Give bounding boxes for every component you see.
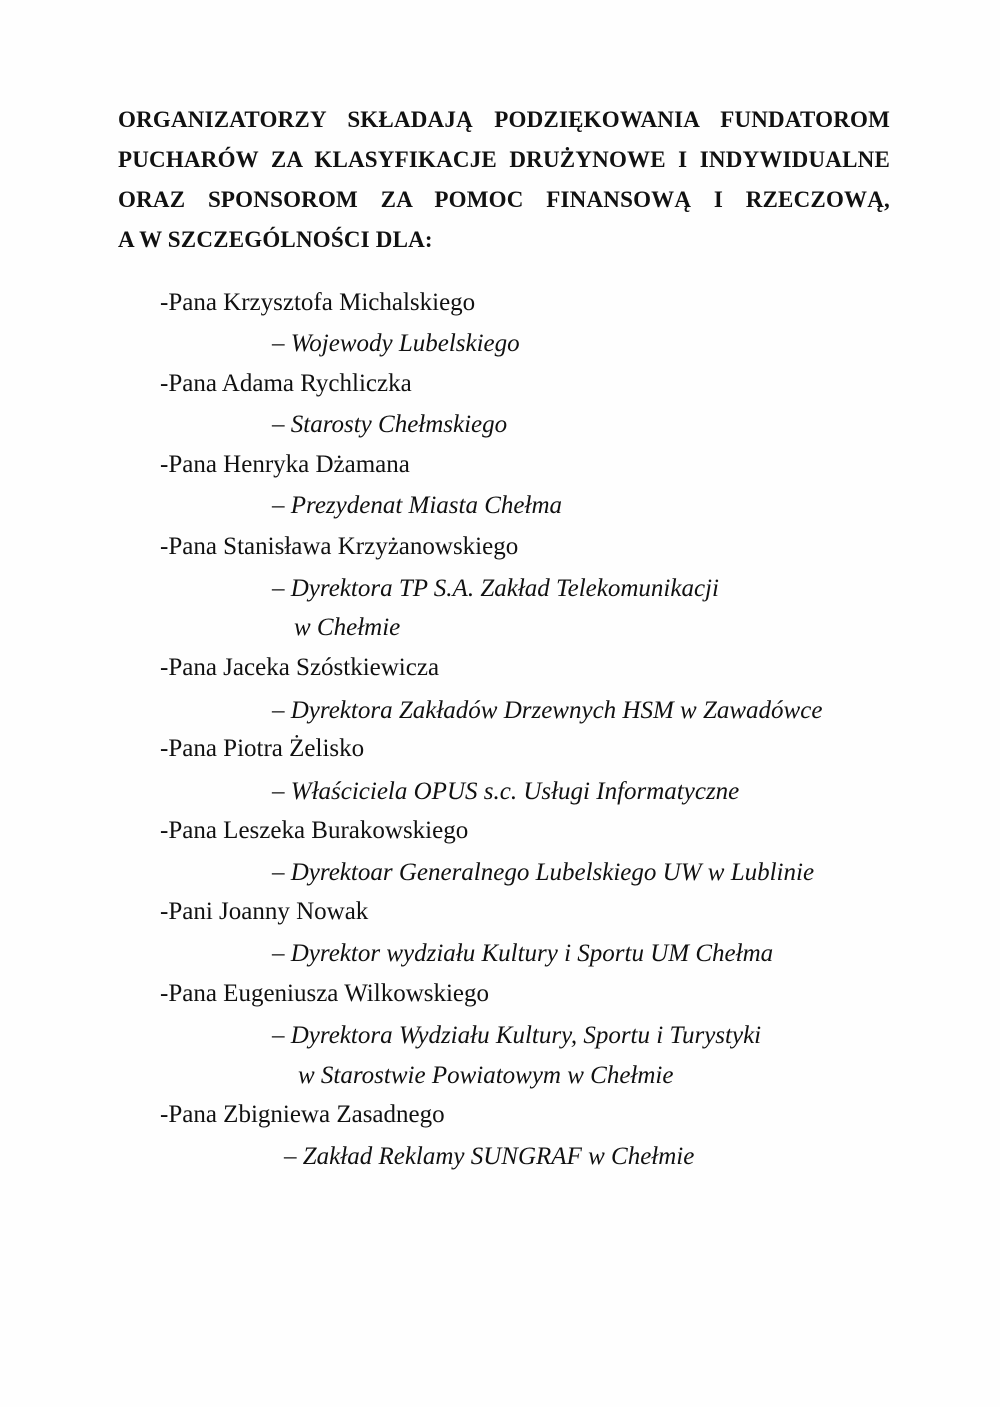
sponsor-name: -Pana Krzysztofa Michalskiego (160, 289, 476, 316)
acknowledgement-heading (118, 100, 890, 260)
sponsor-role: – Starosty Chełmskiego (272, 411, 508, 438)
sponsor-name: -Pana Henryka Dżamana (160, 451, 410, 478)
sponsor-name: -Pana Zbigniewa Zasadnego (160, 1101, 445, 1128)
sponsor-role: – Dyrektora Wydziału Kultury, Sportu i Turystyki (272, 1022, 762, 1049)
heading-line: ORGANIZATORZY SKŁADAJĄ PODZIĘKOWANIA FUNDATOROM (118, 107, 890, 132)
sponsor-role-continuation: w Starostwie Powiatowym w Chełmie (298, 1062, 674, 1089)
sponsor-name: -Pana Eugeniusza Wilkowskiego (160, 980, 490, 1007)
sponsor-role: – Wojewody Lubelskiego (272, 330, 520, 357)
heading-line: A W SZCZEGÓLNOŚCI DLA: (118, 227, 433, 252)
sponsor-name: -Pana Adama Rychliczka (160, 370, 412, 397)
sponsor-name: -Pana Jaceka Szóstkiewicza (160, 654, 440, 681)
sponsor-name: -Pana Stanisława Krzyżanowskiego (160, 533, 519, 560)
sponsor-role: – Dyrektora Zakładów Drzewnych HSM w Zawadówce (272, 697, 823, 724)
heading-line: ORAZ SPONSOROM ZA POMOC FINANSOWĄ I RZECZOWĄ, (118, 187, 890, 212)
sponsor-name: -Pana Leszeka Burakowskiego (160, 817, 469, 844)
sponsor-role: – Dyrektoar Generalnego Lubelskiego UW w Lublinie (272, 859, 815, 886)
sponsor-role: – Dyrektora TP S.A. Zakład Telekomunikacji (272, 575, 719, 602)
sponsor-role: – Dyrektor wydziału Kultury i Sportu UM Chełma (272, 940, 774, 967)
sponsor-name: -Pana Piotra Żelisko (160, 735, 365, 762)
heading-line: PUCHARÓW ZA KLASYFIKACJE DRUŻYNOWE I INDYWIDUALNE (118, 147, 890, 172)
sponsor-role-continuation: w Chełmie (294, 614, 401, 641)
sponsor-role: – Właściciela OPUS s.c. Usługi Informatyczne (272, 778, 740, 805)
sponsor-name: -Pani Joanny Nowak (160, 898, 369, 925)
sponsor-role: – Zakład Reklamy SUNGRAF w Chełmie (284, 1143, 695, 1170)
sponsor-role: – Prezydenat Miasta Chełma (272, 492, 563, 519)
